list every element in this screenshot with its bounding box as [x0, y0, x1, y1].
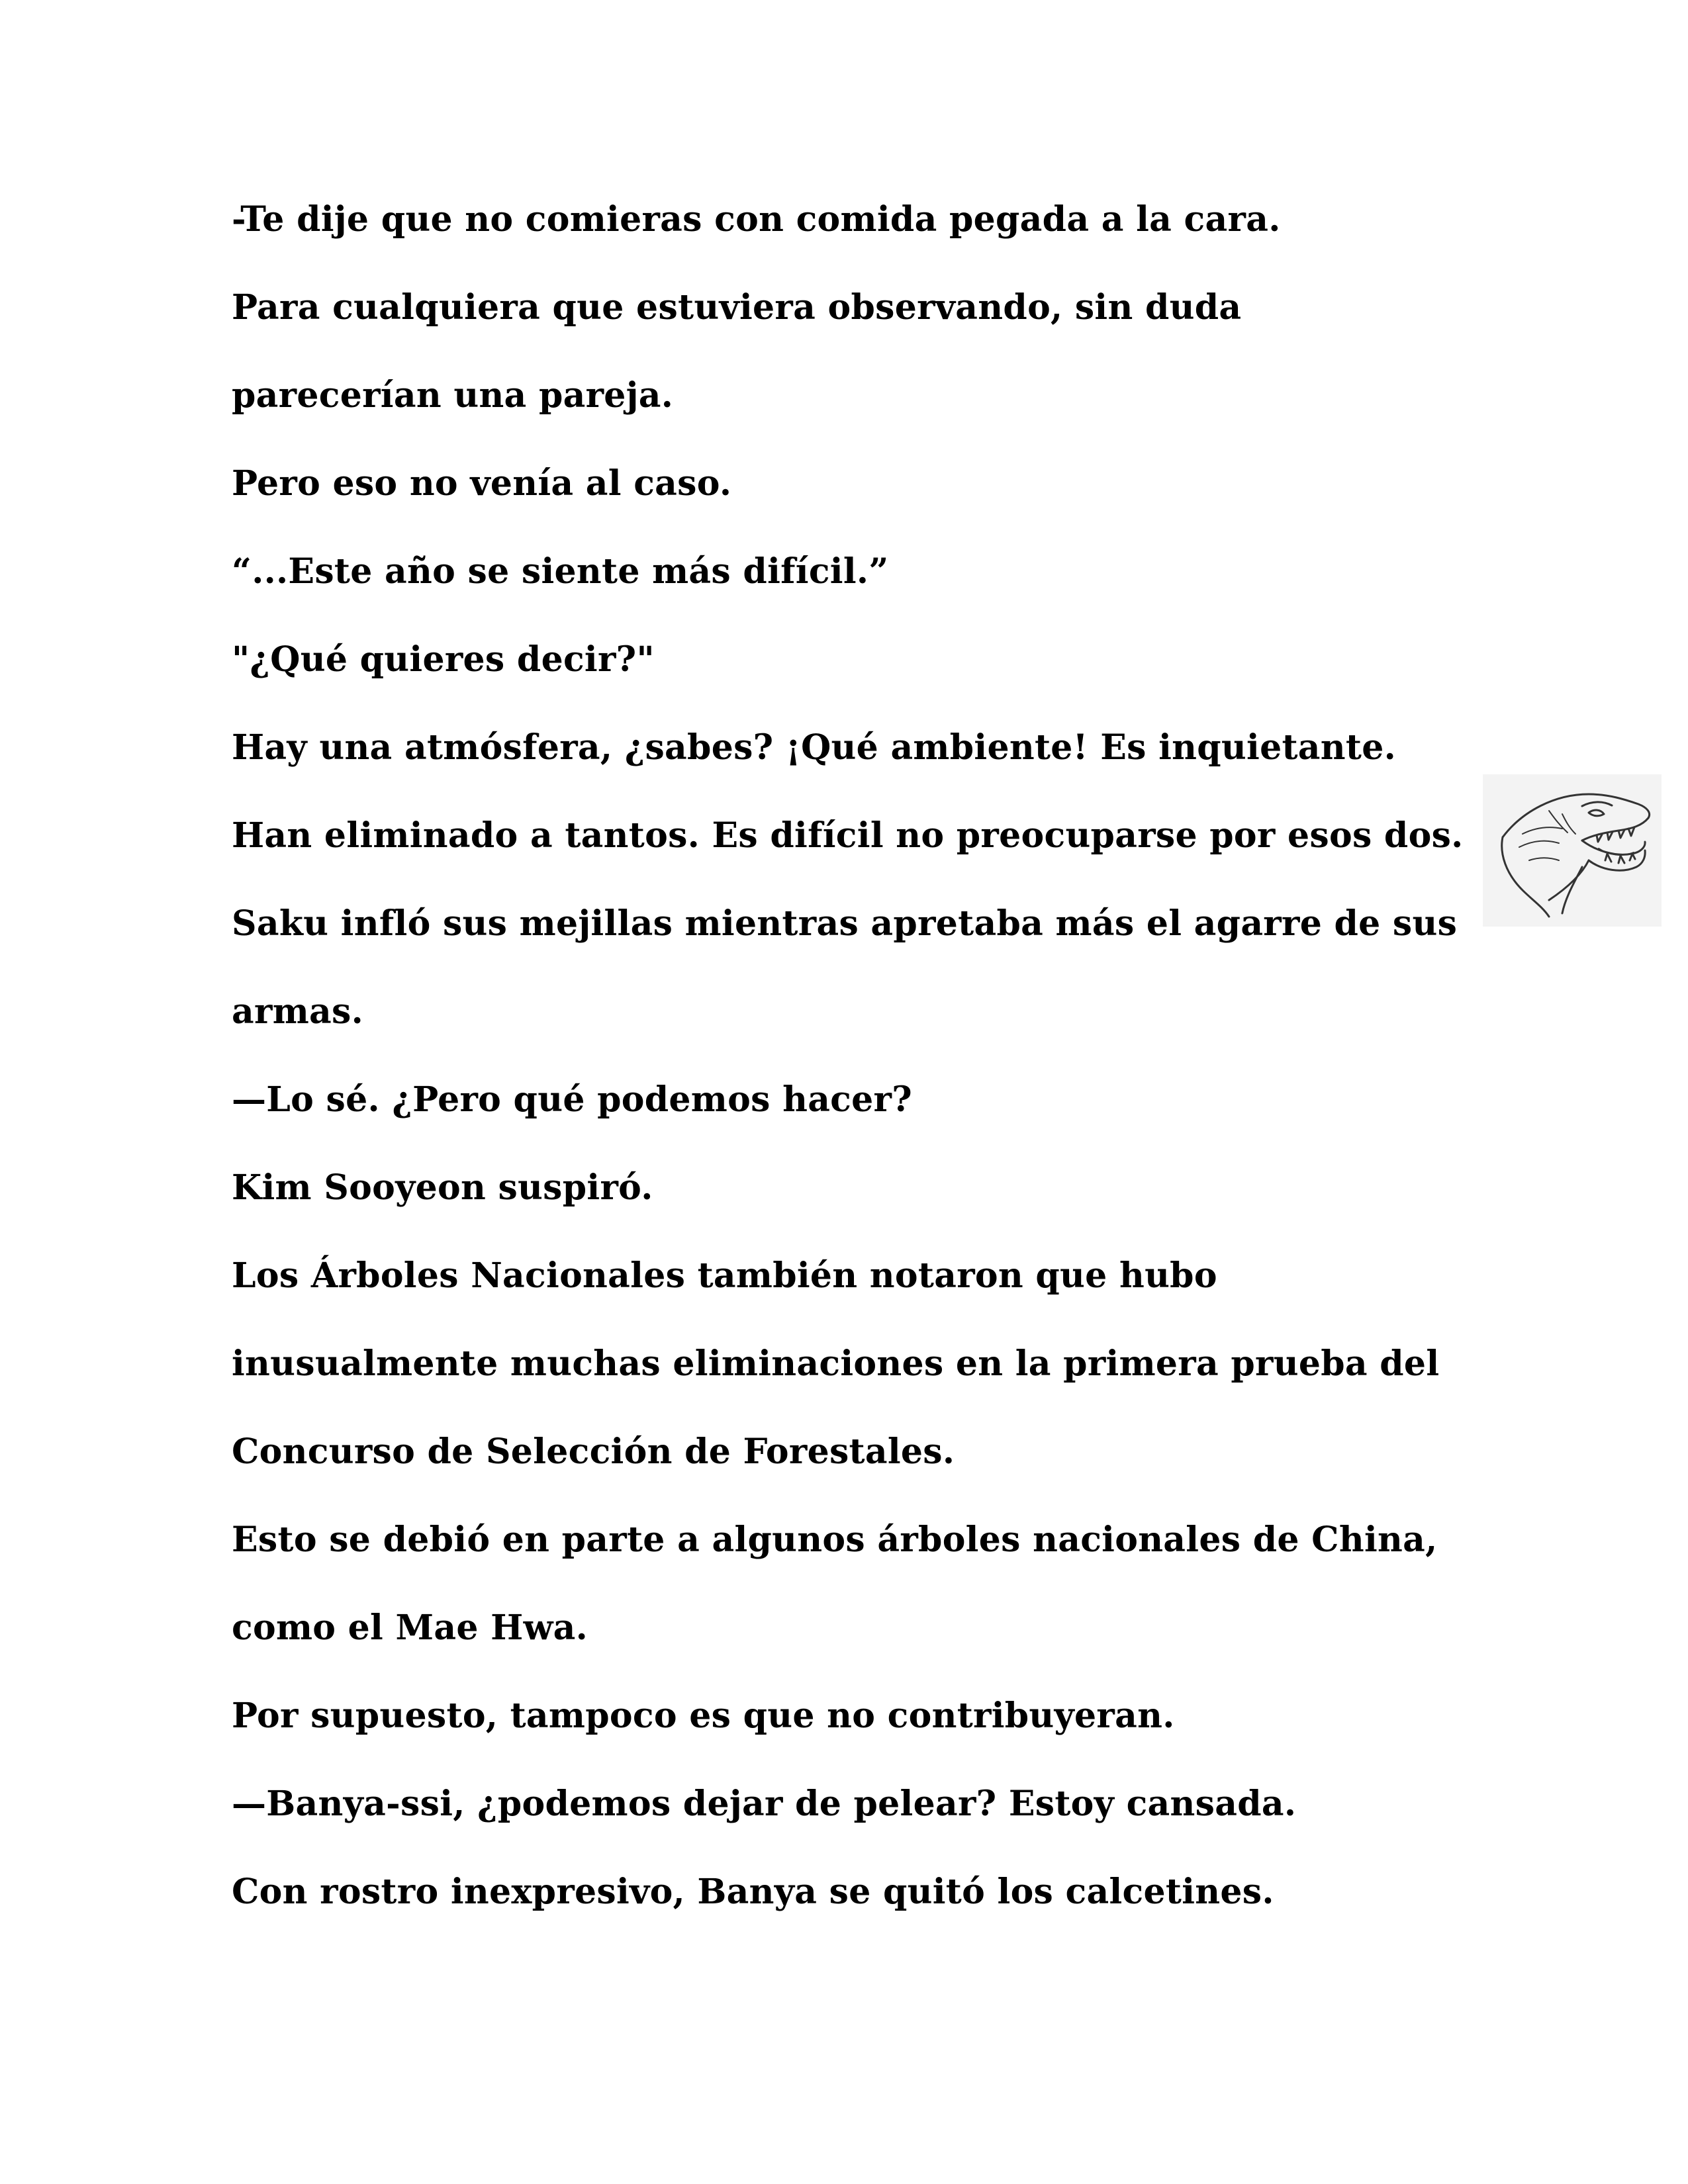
body-text [232, 192, 1489, 1952]
text-line: armas. [232, 991, 363, 1032]
text-line: Saku infló sus mejillas mientras apretaba más el agarre de sus [232, 903, 1458, 944]
text-line: inusualmente muchas eliminaciones en la primera prueba del [232, 1343, 1440, 1384]
text-line: parecerían una pareja. [232, 375, 674, 416]
text-line: Concurso de Selección de Forestales. [232, 1432, 955, 1472]
text-line: Con rostro inexpresivo, Banya se quitó los calcetines. [232, 1872, 1274, 1912]
text-line: Los Árboles Nacionales también notaron que hubo [232, 1255, 1217, 1296]
dinosaur-head-icon [1483, 774, 1662, 927]
text-line: -Te dije que no comieras con comida pegada a la cara. [232, 199, 1281, 240]
text-line: "¿Qué quieres decir?" [232, 639, 655, 680]
text-line: —Lo sé. ¿Pero qué podemos hacer? [232, 1079, 912, 1120]
text-line: —Banya-ssi, ¿podemos dejar de pelear? Estoy cansada. [232, 1784, 1297, 1824]
text-line: “...Este año se siente más difícil.” [232, 551, 889, 592]
text-line: como el Mae Hwa. [232, 1608, 588, 1648]
text-line: Por supuesto, tampoco es que no contribuyeran. [232, 1696, 1175, 1736]
text-line: Pero eso no venía al caso. [232, 463, 732, 504]
text-line: Esto se debió en parte a algunos árboles nacionales de China, [232, 1520, 1438, 1560]
text-line: Kim Sooyeon suspiró. [232, 1167, 653, 1208]
text-line: Hay una atmósfera, ¿sabes? ¡Qué ambiente! Es inquietante. [232, 727, 1396, 768]
dinosaur-head-drawing [1483, 774, 1662, 927]
text-line: Han eliminado a tantos. Es difícil no preocuparse por esos dos. [232, 815, 1464, 856]
text-line: Para cualquiera que estuviera observando, sin duda [232, 287, 1242, 328]
